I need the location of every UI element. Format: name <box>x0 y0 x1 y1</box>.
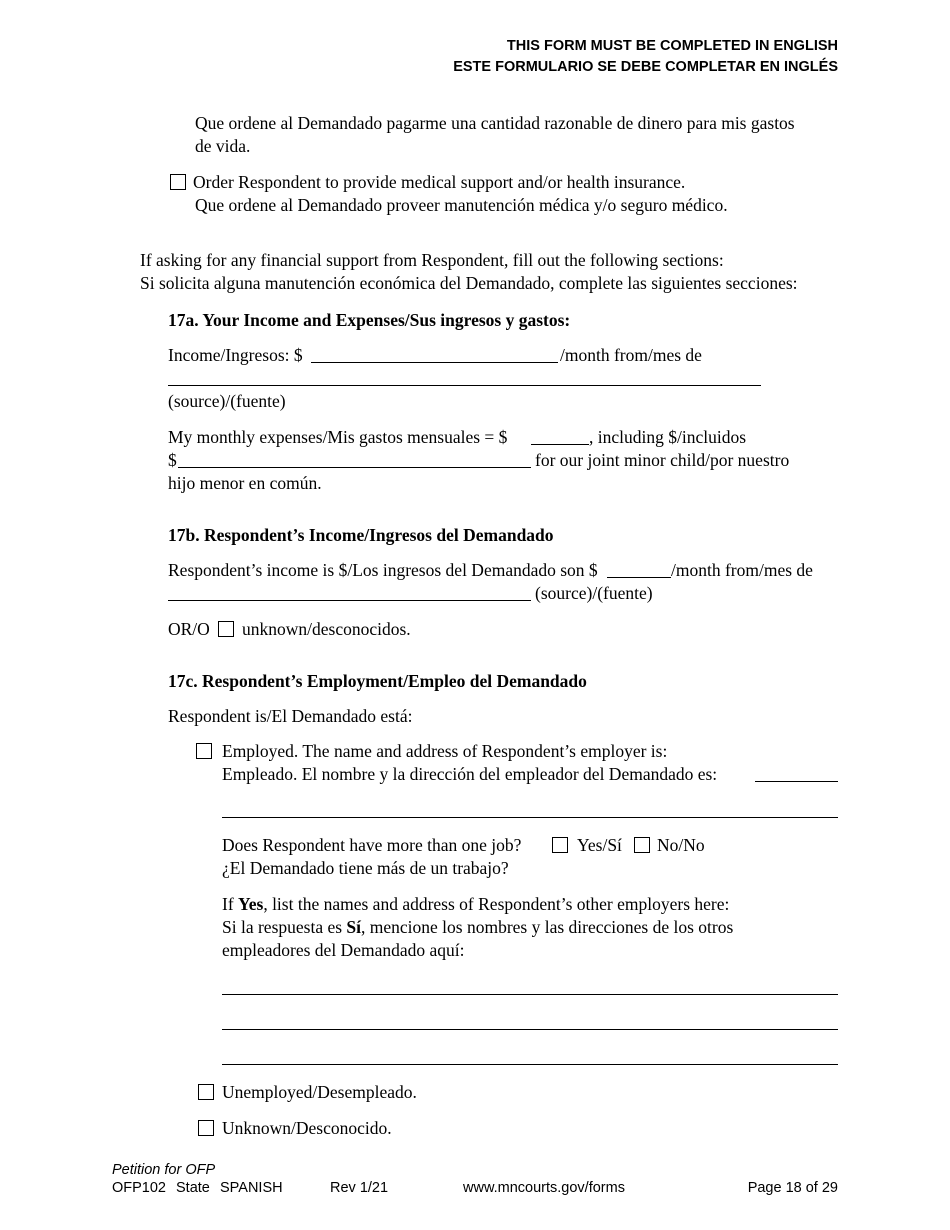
footer-revision: Rev 1/21 <box>330 1180 389 1196</box>
if-yes-bold: Yes <box>238 894 264 914</box>
employer-field-line1[interactable] <box>755 781 838 782</box>
footer-form-title: Petition for OFP <box>112 1162 216 1178</box>
employed-es: Empleado. El nombre y la dirección del empleador del Demandado es: <box>222 764 718 784</box>
other-employers-field-1[interactable] <box>222 994 838 995</box>
income-amount-field[interactable] <box>311 362 558 363</box>
si-prefix: Si la respuesta es <box>222 917 347 937</box>
expenses-amount-field[interactable] <box>531 444 589 445</box>
child-expenses-field[interactable] <box>178 467 531 468</box>
if-yes-instruction-es <box>222 917 733 938</box>
if-yes-instruction-en <box>222 894 729 915</box>
employment-unknown-label: Unknown/Desconocido. <box>222 1118 392 1138</box>
si-rest: , mencione los nombres y las direcciones de los otros <box>361 917 734 937</box>
income-unknown-label: unknown/desconocidos. <box>242 619 411 639</box>
header-english-notice: THIS FORM MUST BE COMPLETED IN ENGLISH <box>506 38 838 54</box>
child-dollar-sign: $ <box>168 450 177 470</box>
child-expenses-label-2: hijo menor en común. <box>168 473 322 493</box>
if-yes-instruction-es-line2: empleadores del Demandado aquí: <box>222 940 465 960</box>
or-label: OR/O <box>168 619 210 639</box>
section-17b-title: 17b. Respondent’s Income/Ingresos del Demandado <box>168 525 554 545</box>
employer-field-line2[interactable] <box>222 817 838 818</box>
more-jobs-no-checkbox[interactable] <box>634 837 650 853</box>
more-jobs-yes-label: Yes/Sí <box>577 835 622 855</box>
footer-form-code: OFP102 <box>112 1180 166 1196</box>
job-question-en: Does Respondent have more than one job? <box>222 835 522 855</box>
section-17c-title: 17c. Respondent’s Employment/Empleo del Demandado <box>168 671 587 691</box>
medical-support-en: Order Respondent to provide medical support and/or health insurance. <box>193 172 686 192</box>
job-question-es: ¿El Demandado tiene más de un trabajo? <box>222 858 509 878</box>
income-source-field[interactable] <box>168 385 761 386</box>
income-label: Income/Ingresos: $ <box>168 345 303 365</box>
footer-page-number: Page 18 of 29 <box>747 1180 838 1196</box>
medical-support-es: Que ordene al Demandado proveer manutención médica y/o seguro médico. <box>195 195 728 215</box>
income-suffix: /month from/mes de <box>560 345 702 365</box>
respondent-income-source-field[interactable] <box>168 600 531 601</box>
income-unknown-checkbox[interactable] <box>218 621 234 637</box>
respondent-income-source-label: (source)/(fuente) <box>535 583 653 603</box>
si-bold: Sí <box>346 917 362 937</box>
more-jobs-no-label: No/No <box>657 835 705 855</box>
section-17a-title: 17a. Your Income and Expenses/Sus ingresos y gastos: <box>168 310 571 330</box>
employment-unknown-checkbox[interactable] <box>198 1120 214 1136</box>
if-yes-prefix: If <box>222 894 239 914</box>
employed-checkbox[interactable] <box>196 743 212 759</box>
respondent-income-suffix: /month from/mes de <box>671 560 813 580</box>
financial-intro-es: Si solicita alguna manutención económica del Demandado, complete las siguientes secciones: <box>140 273 798 293</box>
footer-website: www.mncourts.gov/forms <box>463 1180 625 1196</box>
expenses-including: , including $/incluidos <box>589 427 747 447</box>
child-expenses-label: for our joint minor child/por nuestro <box>535 450 790 470</box>
footer-state: State <box>176 1180 210 1196</box>
medical-support-checkbox[interactable] <box>170 174 186 190</box>
employment-intro: Respondent is/El Demandado está: <box>168 706 413 726</box>
unemployed-checkbox[interactable] <box>198 1084 214 1100</box>
more-jobs-yes-checkbox[interactable] <box>552 837 568 853</box>
living-expenses-es-line1: Que ordene al Demandado pagarme una cantidad razonable de dinero para mis gastos <box>195 113 795 133</box>
employed-en: Employed. The name and address of Respondent’s employer is: <box>222 741 668 761</box>
other-employers-field-3[interactable] <box>222 1064 838 1065</box>
living-expenses-es-line2: de vida. <box>195 136 251 156</box>
expenses-label: My monthly expenses/Mis gastos mensuales = $ <box>168 427 508 447</box>
header-spanish-notice: ESTE FORMULARIO SE DEBE COMPLETAR EN INGLÉS <box>453 59 838 75</box>
unemployed-label: Unemployed/Desempleado. <box>222 1082 417 1102</box>
footer-language: SPANISH <box>220 1180 283 1196</box>
other-employers-field-2[interactable] <box>222 1029 838 1030</box>
respondent-income-amount-field[interactable] <box>607 577 671 578</box>
financial-intro-en: If asking for any financial support from Respondent, fill out the following sections: <box>140 250 724 270</box>
respondent-income-label: Respondent’s income is $/Los ingresos del Demandado son $ <box>168 560 598 580</box>
income-source-label: (source)/(fuente) <box>168 391 286 411</box>
if-yes-rest: , list the names and address of Respondent’s other employers here: <box>263 894 730 914</box>
